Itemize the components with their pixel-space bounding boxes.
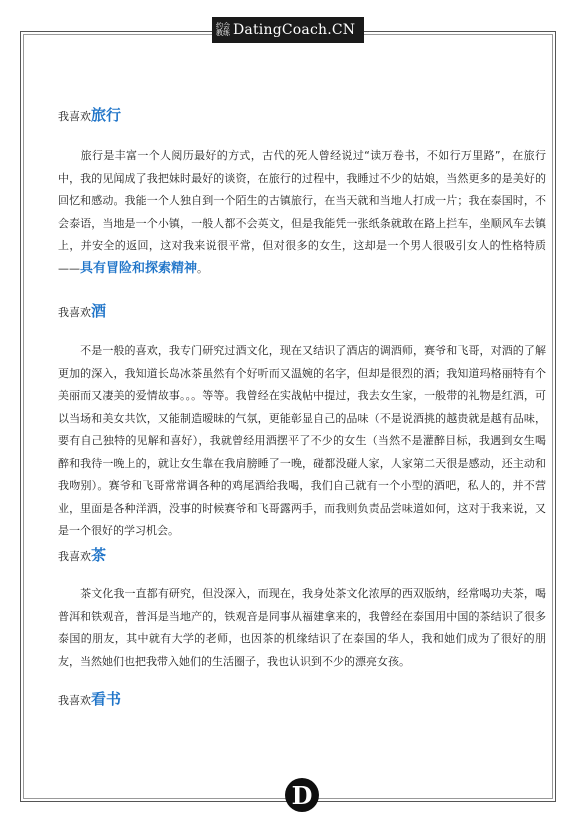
section-heading-tea — [58, 544, 106, 565]
section-paragraph-tea — [58, 583, 546, 673]
heading-keyword: 茶 — [91, 546, 107, 564]
section-heading-wine — [58, 300, 106, 321]
paragraph-highlight: 具有冒险和探索精神 — [80, 260, 198, 276]
heading-keyword: 看书 — [91, 690, 122, 708]
section-heading-travel — [58, 104, 121, 125]
heading-keyword: 旅行 — [91, 106, 122, 124]
logo-english-text: DatingCoach.CN — [233, 22, 356, 38]
heading-prefix: 我喜欢 — [58, 694, 91, 707]
paragraph-text: 不是一般的喜欢，我专门研究过酒文化，现在又结识了酒店的调酒师，赛爷和飞哥，对酒的了解更加的深入，我知道长岛冰茶虽然有个好听而又温婉的名字，但却是很烈的酒；我知道玛格丽特有个美丽而又凄美的爱情故事。。。等等。我曾经在实战帖中提过，我去女生家，一般带的礼物是红酒，可以当场和美女共饮，又能制造暧昧的气氛，更能彰显自己的品味（不是说酒挑的越贵就是越有品味，要有自己独特的见解和喜好），我就曾经用酒摆平了不少的女生（当然不是灌醉目标，我遇到女生喝醉和我待一晚上的，就让女生靠在我肩膀睡了一晚，碰都没碰人家，人家第二天很是感动，还主动和我吻别）。赛爷和飞哥常常调各种的鸡尾酒给我喝，我们自己就有一个小型的酒吧，私人的，并不营业，里面是各种洋酒，没事的时候赛爷和飞哥露两手，而我则负责品尝味道如何，这对于我来说，又是一个很好的学习机会。 — [58, 344, 546, 537]
paragraph-text: 茶文化我一直都有研究，但没深入，而现在，我身处茶文化浓厚的西双版纳，经常喝功夫茶，喝普洱和铁观音，普洱是当地产的，铁观音是同事从福建拿来的，我曾经在泰国用中国的茶结识了很多泰国的朋友，其中就有大学的老师，也因茶的机缘结识了在泰国的华人，我和她们成为了很好的朋友，当然她们也把我带入她们的生活圈子，我也认识到不少的漂亮女孩。 — [58, 587, 546, 668]
site-logo — [212, 17, 364, 43]
heading-prefix: 我喜欢 — [58, 110, 91, 123]
logo-chinese-text: 约会教练 — [216, 22, 230, 37]
heading-keyword: 酒 — [91, 302, 107, 320]
footer-logo-letter: D — [291, 780, 313, 810]
paragraph-end: 。 — [197, 261, 209, 275]
paragraph-text: 旅行是丰富一个人阅历最好的方式，古代的死人曾经说过“读万卷书，不如行万里路”，在旅行中，我的见闻成了我把妹时最好的谈资，在旅行的过程中，我睡过不少的姑娘，当然更多的是美好的回忆和感动。我能一个人独自到一个陌生的古镇旅行，在当天就和当地人打成一片；我在泰国时，不会泰语，当地是一个小镇，一般人都不会英文，但是我能凭一张纸条就敢在路上拦车，坐顺风车去镇上，并安全的返回，这对我来说很平常，但对很多的女生，这却是一个男人很吸引女人的性格特质—— — [58, 149, 546, 275]
section-heading-reading — [58, 688, 121, 709]
section-paragraph-travel — [58, 145, 546, 280]
heading-prefix: 我喜欢 — [58, 550, 91, 563]
footer-logo-icon — [285, 778, 319, 812]
section-paragraph-wine — [58, 340, 546, 543]
heading-prefix: 我喜欢 — [58, 306, 91, 319]
